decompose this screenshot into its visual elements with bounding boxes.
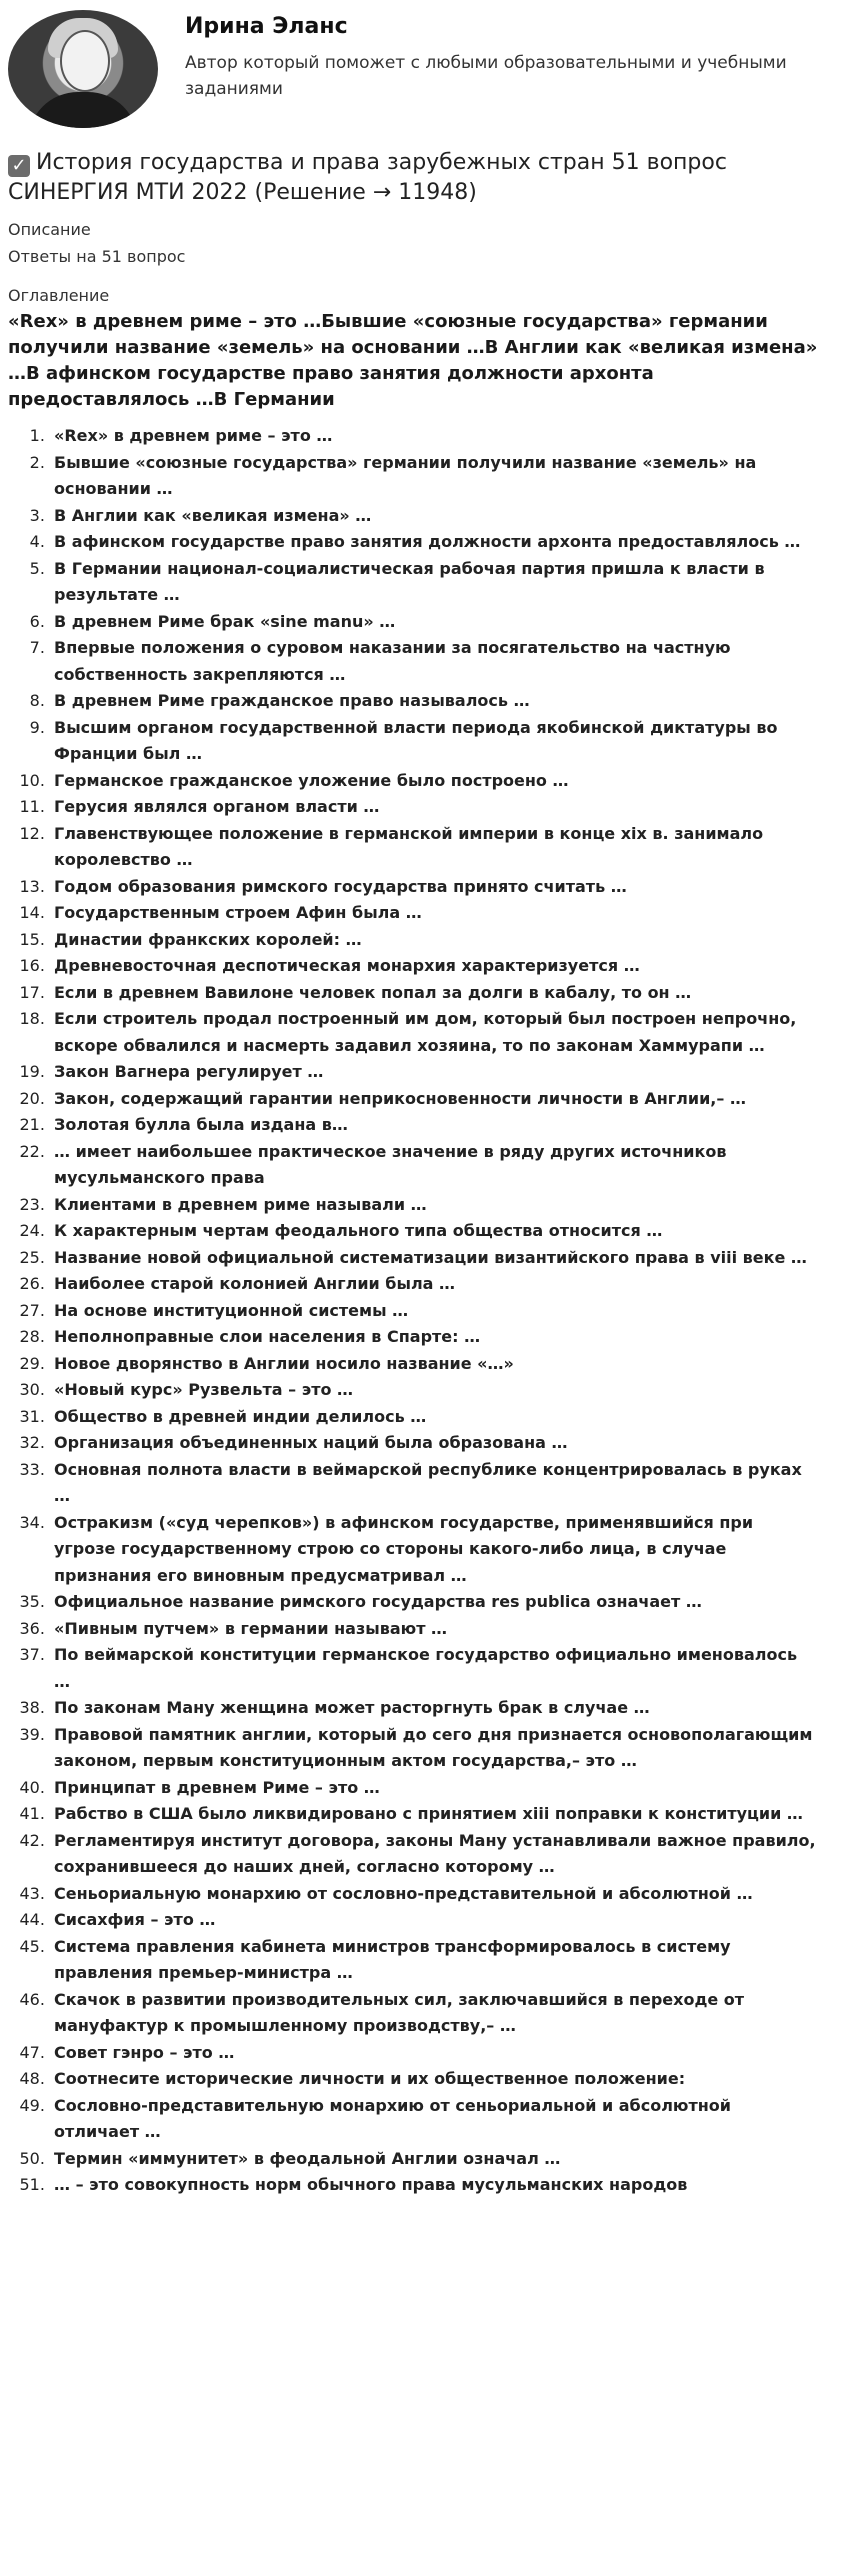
checkmark-icon: ✓ xyxy=(8,155,30,177)
question-item: 31. Общество в древней индии делилось … xyxy=(50,1404,847,1431)
question-item: 29. Новое дворянство в Англии носило название «…» xyxy=(50,1351,847,1378)
question-item: 2. Бывшие «союзные государства» германии получили название «земель» на основании … xyxy=(50,450,847,503)
question-item: 32. Организация объединенных наций была образована … xyxy=(50,1430,847,1457)
avatar-shoulders xyxy=(28,92,138,128)
question-item: 7. Впервые положения о суровом наказании за посягательство на частную собственность закрепляются … xyxy=(50,635,847,688)
author-name[interactable]: Ирина Эланс xyxy=(185,14,348,39)
question-item: 36. «Пивным путчем» в германии называют … xyxy=(50,1616,847,1643)
question-item: 26. Наиболее старой колонией Англии была … xyxy=(50,1271,847,1298)
question-item: 6. В древнем Риме брак «sine manu» … xyxy=(50,609,847,636)
question-item: 24. К характерным чертам феодального типа общества относится … xyxy=(50,1218,847,1245)
question-item: 28. Неполноправные слои населения в Спарте: … xyxy=(50,1324,847,1351)
question-item: 15. Династии франкских королей: … xyxy=(50,927,847,954)
question-item: 30. «Новый курс» Рузвельта – это … xyxy=(50,1377,847,1404)
author-description: Автор который поможет с любыми образовательными и учебными заданиями xyxy=(185,53,787,99)
question-item: 20. Закон, содержащий гарантии неприкосновенности личности в Англии,– … xyxy=(50,1086,847,1113)
question-item: 48. Соотнесите исторические личности и их общественное положение: xyxy=(50,2066,847,2093)
question-item: 35. Официальное название римского государства res publica означает … xyxy=(50,1589,847,1616)
question-item: 33. Основная полнота власти в веймарской республике концентрировалась в руках … xyxy=(50,1457,847,1510)
description-text: Ответы на 51 вопрос xyxy=(8,247,186,266)
question-item: 18. Если строитель продал построенный им дом, который был построен непрочно, вскоре обвалился и насмерть задавил хозяина, то по законам Хаммурапи … xyxy=(50,1006,847,1059)
question-item: 1. «Rex» в древнем риме – это … xyxy=(50,423,847,450)
toc-summary: «Rex» в древнем риме – это …Бывшие «союзные государства» германии получили название «земель» на основании …В Англии как «великая измена» …В афинском государстве право занятия должности архонта предоставлялось …В Германии xyxy=(8,311,818,410)
question-item: 40. Принципат в древнем Риме – это … xyxy=(50,1775,847,1802)
question-item: 16. Древневосточная деспотическая монархия характеризуется … xyxy=(50,953,847,980)
author-header xyxy=(0,0,847,140)
question-item: 14. Государственным строем Афин была … xyxy=(50,900,847,927)
question-item: 13. Годом образования римского государства принято считать … xyxy=(50,874,847,901)
question-item: 47. Совет гэнро – это … xyxy=(50,2040,847,2067)
question-item: 43. Сеньориальную монархию от сословно-представительной и абсолютной … xyxy=(50,1881,847,1908)
document-title-text: История государства и права зарубежных стран 51 вопрос СИНЕРГИЯ МТИ 2022 (Решение → 11948) xyxy=(8,150,727,205)
question-item: 46. Скачок в развитии производительных сил, заключавшийся в переходе от мануфактур к промышленному производству,– … xyxy=(50,1987,847,2040)
question-item: 21. Золотая булла была издана в… xyxy=(50,1112,847,1139)
question-item: 3. В Англии как «великая измена» … xyxy=(50,503,847,530)
question-item: 8. В древнем Риме гражданское право называлось … xyxy=(50,688,847,715)
question-item: 42. Регламентируя институт договора, законы Ману устанавливали важное правило, сохранившееся до наших дней, согласно которому … xyxy=(50,1828,847,1881)
question-list xyxy=(0,423,847,2199)
question-item: 45. Система правления кабинета министров трансформировалось в систему правления премьер-министра … xyxy=(50,1934,847,1987)
question-item: 34. Остракизм («суд черепков») в афинском государстве, применявшийся при угрозе государственному строю со стороны какого-либо лица, в случае признания его виновным предусматривал … xyxy=(50,1510,847,1590)
avatar-face xyxy=(60,30,110,92)
question-item: 49. Сословно-представительную монархию от сеньориальной и абсолютной отличает … xyxy=(50,2093,847,2146)
description-label: Описание xyxy=(8,220,91,239)
question-item: 4. В афинском государстве право занятия должности архонта предоставлялось … xyxy=(50,529,847,556)
question-item: 41. Рабство в США было ликвидировано с принятием xiii поправки к конституции … xyxy=(50,1801,847,1828)
question-item: 12. Главенствующее положение в германской империи в конце xix в. занимало королевство … xyxy=(50,821,847,874)
question-item: 25. Название новой официальной систематизации византийского права в viii веке … xyxy=(50,1245,847,1272)
question-item: 5. В Германии национал-социалистическая рабочая партия пришла к власти в результате … xyxy=(50,556,847,609)
question-item: 38. По законам Ману женщина может расторгнуть брак в случае … xyxy=(50,1695,847,1722)
question-item: 51. … – это совокупность норм обычного права мусульманских народов xyxy=(50,2172,847,2199)
question-item: 17. Если в древнем Вавилоне человек попал за долги в кабалу, то он … xyxy=(50,980,847,1007)
question-item: 39. Правовой памятник англии, который до сего дня признается основополагающим законом, первым конституционным актом государства,– это … xyxy=(50,1722,847,1775)
question-item: 19. Закон Вагнера регулирует … xyxy=(50,1059,847,1086)
question-item: 23. Клиентами в древнем риме называли … xyxy=(50,1192,847,1219)
question-item: 10. Германское гражданское уложение было построено … xyxy=(50,768,847,795)
question-item: 9. Высшим органом государственной власти периода якобинской диктатуры во Франции был … xyxy=(50,715,847,768)
question-item: 11. Герусия являлся органом власти … xyxy=(50,794,847,821)
document-title xyxy=(8,148,839,208)
question-item: 50. Термин «иммунитет» в феодальной Англии означал … xyxy=(50,2146,847,2173)
question-item: 37. По веймарской конституции германское государство официально именовалось … xyxy=(50,1642,847,1695)
question-item: 22. … имеет наибольшее практическое значение в ряду других источников мусульманского права xyxy=(50,1139,847,1192)
toc-label: Оглавление xyxy=(8,286,110,305)
author-avatar[interactable] xyxy=(8,10,158,128)
question-item: 44. Сисахфия – это … xyxy=(50,1907,847,1934)
question-item: 27. На основе институционной системы … xyxy=(50,1298,847,1325)
